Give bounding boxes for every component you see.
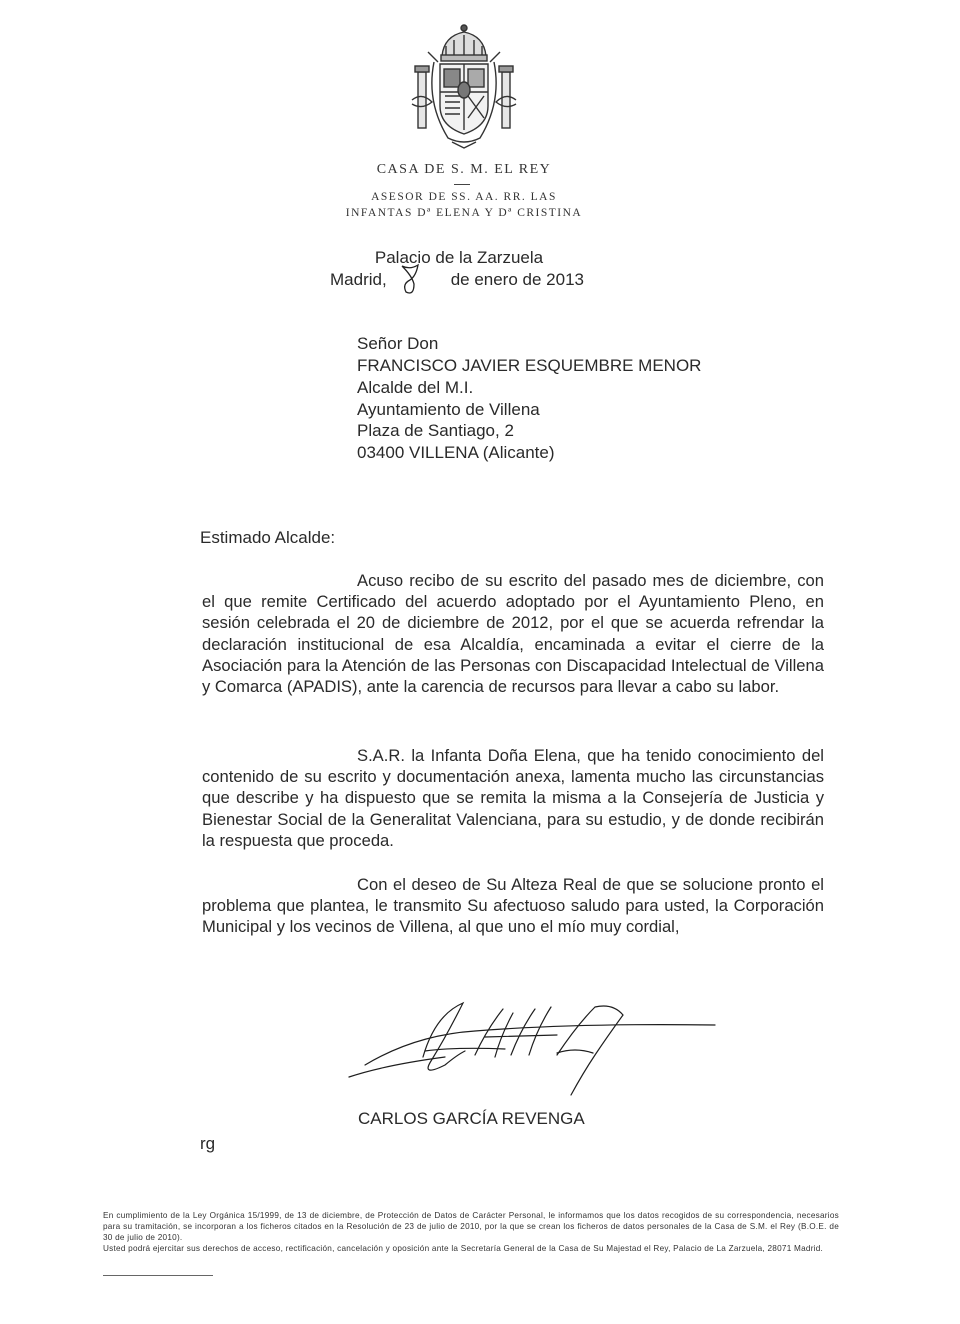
body-paragraph: S.A.R. la Infanta Doña Elena, que ha tenido conocimiento del contenido de su escrito y documentación anexa, lamenta mucho las circunstancias que describe y ha dispuesto que se remita la misma a la Consejería de Justicia y Bienestar Social de la Generalitat Valenciana, para su estudio, y de donde recibirán la respuesta que proceda.	[202, 746, 824, 850]
recipient-line: Plaza de Santiago, 2	[357, 421, 514, 440]
body-paragraph: Acuso recibo de su escrito del pasado mes de diciembre, con el que remite Certificado del acuerdo adoptado por el Ayuntamiento Pleno, en sesión celebrada el 20 de diciembre de 2012, por el que se acuerda refrendar la declaración institucional de esa Alcaldía, encaminada a evitar el cierre de la Asociación para la Atención de las Personas con Discapacidad Intelectual de Villena y Comarca (APADIS), ante la carencia de recursos para llevar a cabo su labor.	[202, 571, 824, 697]
recipient-line: 03400 VILLENA (Alicante)	[357, 443, 555, 462]
footer-divider	[103, 1275, 213, 1276]
salutation: Estimado Alcalde:	[200, 528, 336, 547]
letterhead-divider	[454, 184, 470, 185]
date-prefix: Madrid,	[330, 270, 387, 289]
legal-notice-paragraph: En cumplimiento de la Ley Orgánica 15/1999, de 13 de diciembre, de Protección de Datos de Carácter Personal, le informamos que los datos recogidos de su correspondencia, necesarios para su tramitación, se incorporan a los ficheros citados en la Resolución de 23 de julio de 2010, por la que se crean los ficheros de datos personales de la Casa de S.M. el Rey (B.O.E. de 30 de julio de 2010).	[103, 1211, 839, 1242]
recipient-line: FRANCISCO JAVIER ESQUEMBRE MENOR	[357, 356, 702, 375]
legal-notice	[103, 1210, 839, 1254]
recipient-line: Señor Don	[357, 334, 439, 353]
typist-initials: rg	[200, 1134, 216, 1153]
signer-name: CARLOS GARCÍA REVENGA	[358, 1109, 585, 1128]
handwritten-day-digit	[396, 262, 432, 296]
recipient-line: Alcalde del M.I.	[357, 378, 474, 397]
royal-coat-of-arms-icon	[408, 22, 520, 150]
place-line: Palacio de la Zarzuela	[374, 248, 544, 267]
recipient-line: Ayuntamiento de Villena	[357, 400, 540, 419]
legal-notice-paragraph: Usted podrá ejercitar sus derechos de acceso, rectificación, cancelación y oposición ante la Secretaría General de la Casa de Su Majestad el Rey, Palacio de La Zarzuela, 28071 Madrid.	[103, 1244, 824, 1253]
body-paragraph: Con el deseo de Su Alteza Real de que se solucione pronto el problema que plantea, le transmito Su afectuoso saludo para usted, la Corporación Municipal y los vecinos de Villena, al que uno el mío muy cordial,	[202, 875, 824, 937]
date-line	[330, 270, 584, 290]
letterhead-advisor-line1: ASESOR DE SS. AA. RR. LAS	[371, 191, 557, 203]
handwritten-signature	[325, 995, 735, 1105]
date-suffix: de enero de 2013	[450, 270, 584, 289]
letterhead-advisor-line2: INFANTAS Dª ELENA Y Dª CRISTINA	[345, 207, 583, 219]
letterhead-house: CASA DE S. M. EL REY	[376, 162, 552, 177]
